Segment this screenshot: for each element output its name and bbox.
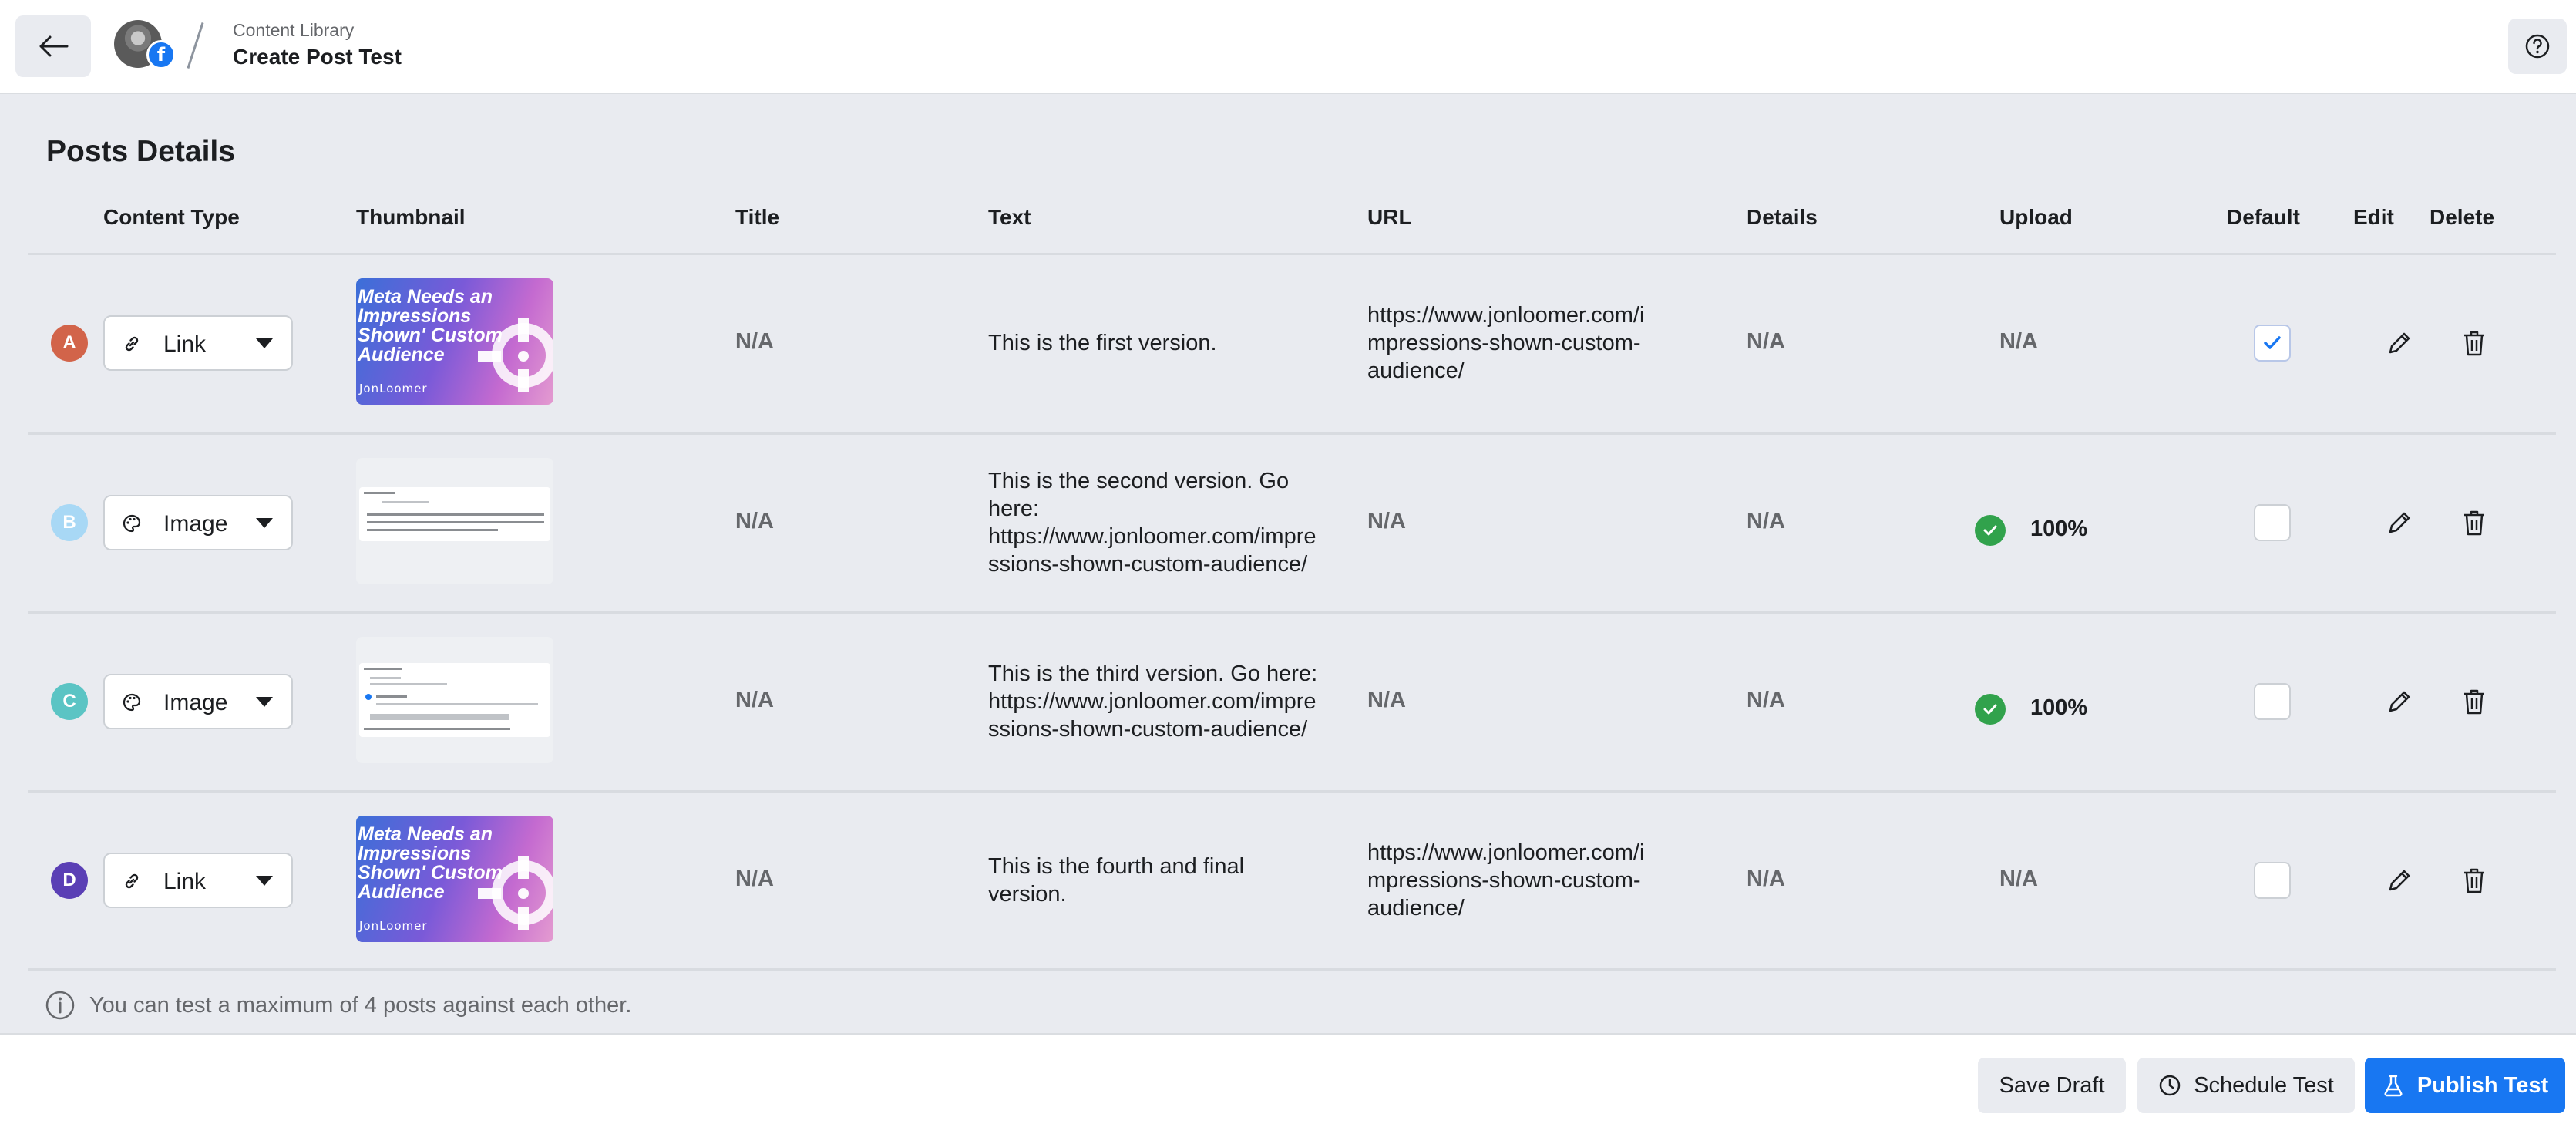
col-header-edit: Edit <box>2353 205 2394 229</box>
url-value: N/A <box>1367 509 1406 533</box>
url-value: N/A <box>1367 688 1406 712</box>
title-value: N/A <box>735 688 774 712</box>
col-header-content-type: Content Type <box>103 205 240 229</box>
schedule-test-button[interactable] <box>2137 1058 2355 1113</box>
default-checkbox[interactable] <box>2254 504 2291 541</box>
text-value: This is the third version. Go here: https://www.jonloomer.com/impre ssions-shown-custom-audience/ <box>988 661 1318 742</box>
content-type-select[interactable] <box>103 495 293 550</box>
text-value: This is the fourth and final version. <box>988 854 1245 907</box>
upload-value: N/A <box>1999 867 2038 891</box>
post-thumbnail <box>356 816 553 942</box>
trash-icon <box>2462 867 2487 894</box>
delete-button[interactable] <box>2459 328 2490 358</box>
details-value: N/A <box>1747 688 1785 712</box>
table-row <box>28 435 2556 611</box>
publish-test-label: Publish Test <box>2416 1072 2549 1098</box>
col-header-title: Title <box>735 205 780 229</box>
row-letter-badge: C <box>51 683 88 720</box>
link-icon <box>122 334 142 354</box>
title-value: N/A <box>735 329 774 354</box>
col-header-upload: Upload <box>1999 205 2073 229</box>
table-row <box>28 255 2556 432</box>
trash-icon <box>2462 509 2487 537</box>
palette-icon <box>122 513 142 533</box>
content-type-value: Image <box>163 690 228 715</box>
clock-icon <box>2158 1074 2181 1097</box>
col-header-text: Text <box>988 205 1031 229</box>
content-type-value: Link <box>163 331 207 357</box>
caret-down-icon <box>256 697 273 707</box>
caret-down-icon <box>256 876 273 886</box>
trash-icon <box>2462 329 2487 357</box>
content-type-select[interactable] <box>103 315 293 371</box>
row-letter-badge: D <box>51 862 88 899</box>
link-icon <box>122 871 142 891</box>
delete-button[interactable] <box>2459 507 2490 538</box>
trash-icon <box>2462 688 2487 715</box>
edit-button[interactable] <box>2384 328 2415 358</box>
content-type-value: Image <box>163 511 228 537</box>
help-icon <box>2524 33 2551 59</box>
upload-value: N/A <box>1999 329 2038 354</box>
pencil-icon <box>2386 330 2413 356</box>
thumbnail-text: Meta Needs an Impressions Shown' Custom Audience <box>358 286 503 365</box>
details-value: N/A <box>1747 329 1785 354</box>
col-header-default: Default <box>2227 205 2300 229</box>
pencil-icon <box>2386 867 2413 893</box>
text-value: This is the second version. Go here: https://www.jonloomer.com/impre ssions-shown-custom-audience/ <box>988 469 1317 577</box>
default-checkbox[interactable] <box>2254 683 2291 720</box>
section-title: Posts Details <box>46 135 235 168</box>
breadcrumb-parent[interactable]: Content Library <box>233 20 355 40</box>
caret-down-icon <box>256 518 273 528</box>
thumbnail-brand: JonLoomer <box>359 382 428 395</box>
upload-complete-icon <box>1975 694 2006 725</box>
text-value: This is the first version. <box>988 331 1217 355</box>
details-value: N/A <box>1747 509 1785 533</box>
palette-icon <box>122 692 142 712</box>
col-header-details: Details <box>1747 205 1818 229</box>
breadcrumb-divider <box>187 22 203 69</box>
limit-note <box>45 990 631 1021</box>
footer-bar <box>0 1033 2576 1124</box>
pencil-icon <box>2386 510 2413 536</box>
page-title: Create Post Test <box>233 45 402 69</box>
arrow-left-icon <box>38 35 69 58</box>
title-value: N/A <box>735 509 774 533</box>
edit-button[interactable] <box>2384 686 2415 717</box>
schedule-test-label: Schedule Test <box>2194 1072 2334 1098</box>
content-type-select[interactable] <box>103 853 293 908</box>
upload-progress: 100% <box>2030 695 2088 720</box>
col-header-delete: Delete <box>2430 205 2495 229</box>
divider <box>28 968 2556 971</box>
default-checkbox[interactable] <box>2254 862 2291 899</box>
title-value: N/A <box>735 867 774 891</box>
save-draft-button[interactable] <box>1978 1058 2126 1113</box>
caret-down-icon <box>256 338 273 348</box>
url-value[interactable]: https://www.jonloomer.com/i mpressions-shown-custom- audience/ <box>1367 303 1645 383</box>
thumbnail-text: Meta Needs an Impressions Shown' Custom Audience <box>358 823 503 903</box>
edit-button[interactable] <box>2384 865 2415 896</box>
col-header-url: URL <box>1367 205 1412 229</box>
save-draft-label: Save Draft <box>1999 1072 2105 1098</box>
edit-button[interactable] <box>2384 507 2415 538</box>
top-bar <box>0 0 2576 94</box>
details-value: N/A <box>1747 867 1785 891</box>
content-type-select[interactable] <box>103 674 293 729</box>
table-row <box>28 614 2556 790</box>
post-thumbnail <box>356 458 553 584</box>
upload-complete-icon <box>1975 515 2006 546</box>
content-type-value: Link <box>163 869 207 894</box>
facebook-icon: f <box>146 40 176 69</box>
col-header-thumbnail: Thumbnail <box>356 205 466 229</box>
delete-button[interactable] <box>2459 865 2490 896</box>
row-letter-badge: B <box>51 504 88 541</box>
upload-progress: 100% <box>2030 517 2088 541</box>
thumbnail-brand: JonLoomer <box>359 919 428 933</box>
limit-note-text: You can test a maximum of 4 posts against each other. <box>89 992 632 1018</box>
row-letter-badge: A <box>51 325 88 362</box>
help-button[interactable] <box>2508 19 2567 74</box>
info-icon <box>45 990 76 1021</box>
flask-icon <box>2382 1074 2405 1097</box>
publish-test-button[interactable] <box>2365 1058 2565 1113</box>
post-thumbnail <box>356 637 553 763</box>
url-value[interactable]: https://www.jonloomer.com/i mpressions-shown-custom- audience/ <box>1367 840 1645 920</box>
default-checkbox[interactable] <box>2254 325 2291 362</box>
back-button[interactable] <box>15 15 91 77</box>
checkmark-icon <box>2261 331 2284 355</box>
pencil-icon <box>2386 688 2413 715</box>
delete-button[interactable] <box>2459 686 2490 717</box>
table-row <box>28 793 2556 969</box>
post-thumbnail <box>356 278 553 405</box>
